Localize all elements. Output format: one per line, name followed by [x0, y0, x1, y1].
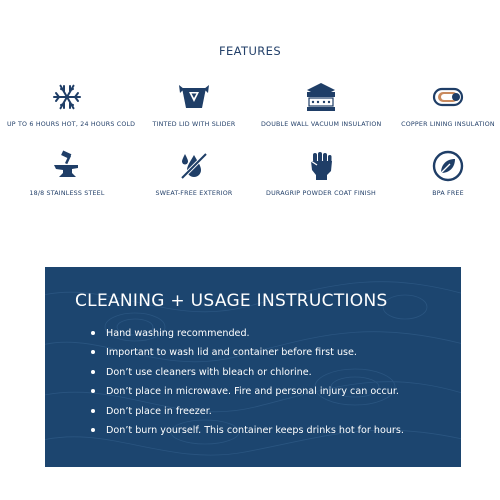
instructions-list — [91, 327, 404, 443]
feature-label: DURAGRIP POWDER COAT FINISH — [266, 190, 376, 197]
copper-lining-icon — [431, 80, 465, 114]
instruction-text: Don’t use cleaners with bleach or chlorine. — [106, 366, 312, 378]
list-item — [91, 385, 404, 404]
feature-label: DOUBLE WALL VACUUM INSULATION — [261, 121, 382, 128]
feature-bpa-free — [388, 149, 500, 197]
leaf-icon — [431, 149, 465, 183]
instruction-text: Important to wash lid and container before first use. — [106, 347, 357, 359]
feature-label: COPPER LINING INSULATION — [401, 121, 495, 128]
bullet — [91, 331, 95, 335]
feature-label: SWEAT-FREE EXTERIOR — [155, 190, 233, 197]
instruction-text: Don’t place in freezer. — [106, 405, 212, 417]
snowflake-sun-icon — [50, 80, 84, 114]
instruction-text: Hand washing recommended. — [106, 328, 250, 339]
feature-label: TINTED LID WITH SLIDER — [152, 121, 236, 128]
feature-sweat-free — [134, 149, 254, 197]
feature-label: BPA FREE — [432, 190, 464, 197]
bullet — [91, 350, 95, 354]
no-sweat-drop-icon — [177, 149, 211, 183]
list-item — [91, 327, 404, 346]
anvil-hammer-icon — [50, 149, 84, 183]
feature-hot-cold — [7, 80, 136, 128]
features-title: FEATURES — [218, 44, 282, 58]
list-item — [91, 346, 404, 365]
instruction-text: Don’t place in microwave. Fire and personal injury can occur. — [106, 386, 399, 398]
bullet — [91, 370, 95, 374]
feature-duragrip — [261, 149, 381, 197]
insulation-layers-icon — [304, 80, 338, 114]
tinted-lid-icon — [177, 80, 211, 114]
feature-vacuum-insulation — [261, 80, 381, 128]
list-item — [91, 424, 404, 443]
feature-stainless-steel — [7, 149, 127, 197]
feature-label: UP TO 6 HOURS HOT, 24 HOURS COLD — [7, 121, 136, 128]
list-item — [91, 405, 404, 424]
instructions-panel — [45, 267, 461, 467]
fist-grip-icon — [304, 149, 338, 183]
list-item — [91, 366, 404, 385]
feature-label: 18/8 STAINLESS STEEL — [29, 190, 105, 197]
feature-tinted-lid — [134, 80, 254, 128]
instructions-title: CLEANING + USAGE INSTRUCTIONS — [75, 291, 388, 311]
feature-copper-lining — [388, 80, 500, 128]
bullet — [91, 409, 95, 413]
bullet — [91, 389, 95, 393]
bullet — [91, 428, 95, 432]
instruction-text: Don’t burn yourself. This container keeps drinks hot for hours. — [106, 424, 404, 436]
